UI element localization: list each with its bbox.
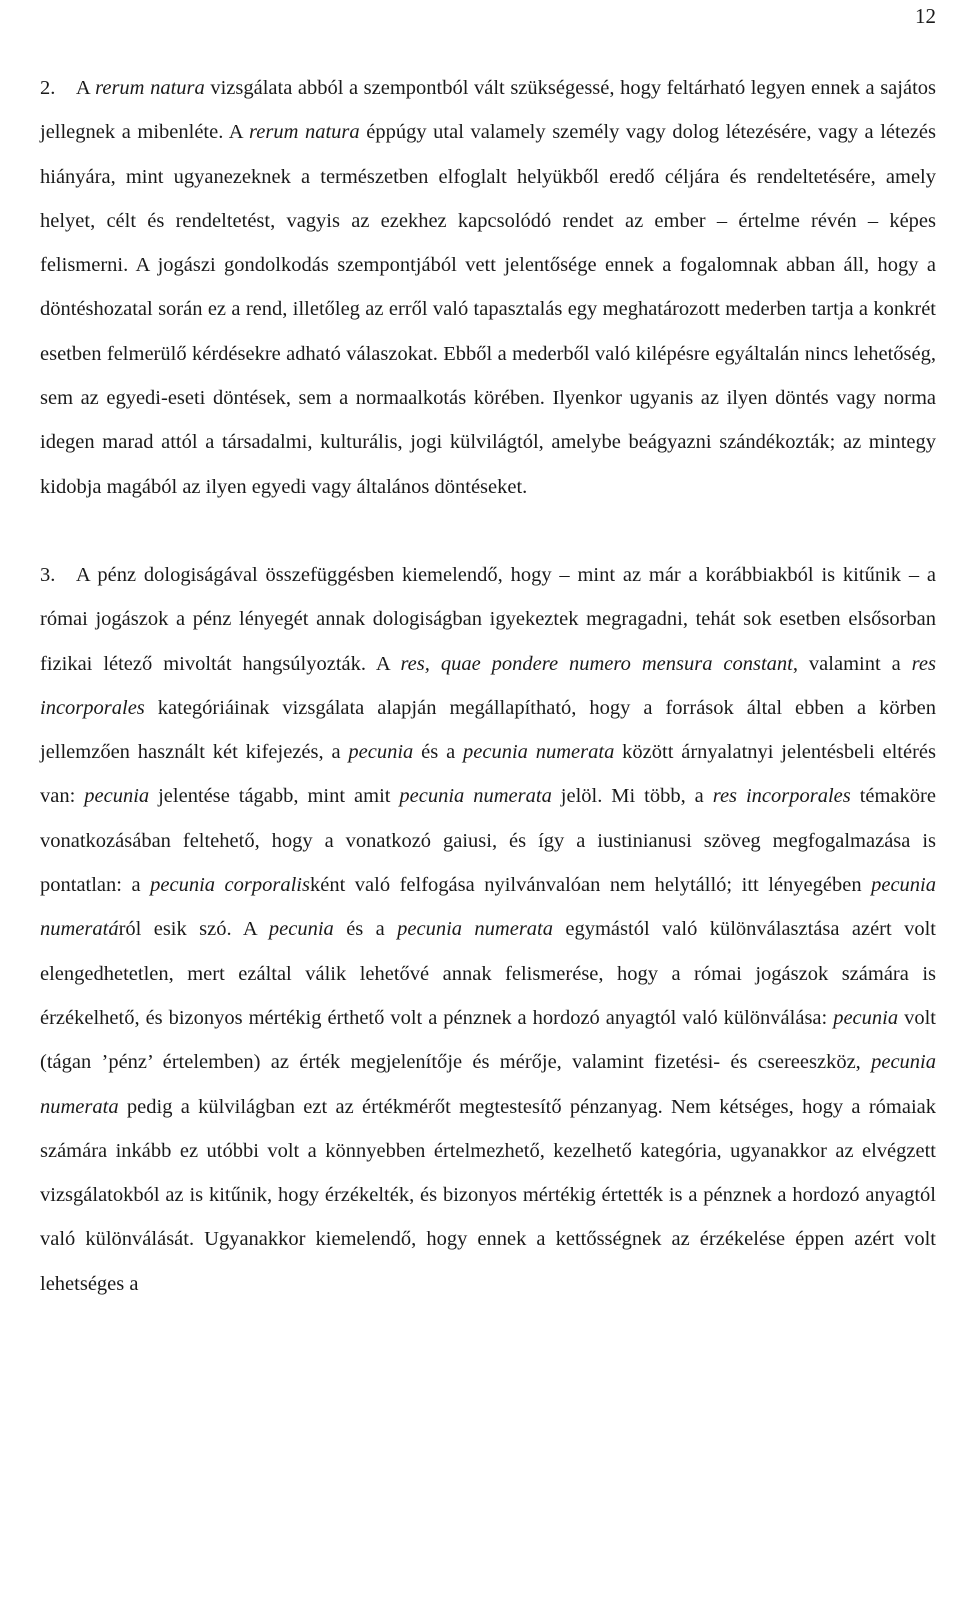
italic-term: pecunia: [348, 741, 414, 764]
text-run: , valamint a: [792, 652, 912, 675]
italic-term: res incorporales: [712, 785, 851, 808]
text-run: 3. A pénz dologiságával összefüggésben kiemelendő, hogy – mint az már a korábbiakból is kitűnik – a római jogászok a pénz lényegét annak dologiságban igyekeztek megragadni, tehát sok esetben elsősorban fizikai létező mivoltát hangsúlyozták. A: [40, 563, 936, 675]
italic-term: pecunia numerata: [40, 1051, 936, 1118]
italic-term: rerum natura: [95, 77, 205, 99]
text-run: kategóriáinak vizsgálata alapján megállapítható, hogy a források által ebben a körben jellemzően használt két kifejezés, a: [40, 696, 936, 764]
italic-term: pecunia: [268, 918, 334, 941]
italic-term: res, quae pondere numero mensura constant: [400, 652, 793, 675]
text-run: jelöl. Mi több, a: [551, 785, 713, 808]
italic-term: pecunia numeratá: [40, 874, 936, 941]
text-run: volt (tágan ’pénz’ értelemben) az érték megjelenítője és mérője, valamint fizetési- és csereeszköz,: [40, 1006, 936, 1074]
text-run: vizsgálata abból a szempontból vált szükségessé, hogy feltárható legyen ennek a sajátos jellegnek a mibenléte. A: [40, 77, 936, 144]
text-run: és a: [333, 918, 398, 941]
text-run: ról esik szó. A: [118, 918, 269, 941]
text-run: jelentése tágabb, mint amit: [149, 785, 400, 808]
italic-term: pecunia corporalis: [150, 874, 310, 897]
text-run: ként való felfogása nyilvánvalóan nem helytálló; itt lényegében: [309, 874, 872, 897]
text-run: között árnyalatnyi jelentésbeli eltérés van:: [40, 741, 936, 808]
page-number: 12: [915, 4, 936, 28]
text-run: egymástól való különválasztása azért volt elengedhetetlen, mert ezáltal válik lehetővé annak felismerése, hogy a római jogászok számára is érzékelhető, és bizonyos mértékig érthető volt a pénznek a hordozó anyagtól való különválása:: [40, 918, 936, 1029]
text-run: 2. A: [40, 77, 96, 99]
italic-term: pecunia: [833, 1006, 899, 1029]
italic-term: res incorporales: [40, 652, 936, 719]
text-run: pedig a külvilágban ezt az értékmérőt megtestesítő pénzanyag. Nem kétséges, hogy a rómaiak számára inkább ez utóbbi volt a könnyebben értelmezhető, kezelhető kategória, ugyanakkor az elvégzett vizsgálatokból az is kitűnik, hogy érzékelték, és bizonyos mértékig értették is a pénznek a hordozó anyagtól való különválását. Ugyanakkor kiemelendő, hogy ennek a kettősségnek az érzékelése éppen azért volt lehetséges a: [40, 1095, 936, 1295]
text-run: és a: [413, 741, 464, 764]
italic-term: pecunia numerata: [397, 918, 553, 941]
text-run: éppúgy utal valamely személy vagy dolog létezésére, vagy a létezés hiányára, mint ugyanezeknek a természetben elfoglalt helyükből eredő céljára és rendeltetésére, amely helyet, célt és rendeltetést, vagyis az ezekhez kapcsolódó rendet az ember – értelme révén – képes felismerni. A jogászi gondolkodás szempontjából vett jelentősége ennek a fogalomnak abban áll, hogy a döntéshozatal során ez a rend, illetőleg az erről való tapasztalás egy meghatározott mederben tartja a konkrét esetben felmerülő kérdésekre adható válaszokat. Ebből a mederből való kilépésre egyáltalán nincs lehetőség, sem az egyedi-eseti döntések, sem a normaalkotás körében. Ilyenkor ugyanis az ilyen döntés vagy norma idegen marad attól a társadalmi, kulturális, jogi külvilágtól, amelybe beágyazni szándékozták; az mintegy kidobja magából az ilyen egyedi vagy általános döntéseket.: [40, 121, 936, 498]
italic-term: pecunia numerata: [399, 785, 552, 808]
paragraph-2: [40, 66, 936, 509]
italic-term: rerum natura: [249, 121, 360, 144]
document-body: [40, 66, 936, 1306]
text-run: témaköre vonatkozásában feltehető, hogy a vonatkozó gaiusi, és így a iustinianusi szöveg megfogalmazása is pontatlan: a: [40, 785, 936, 897]
italic-term: pecunia numerata: [463, 741, 615, 764]
italic-term: pecunia: [84, 785, 150, 808]
paragraph-3: [40, 553, 936, 1306]
